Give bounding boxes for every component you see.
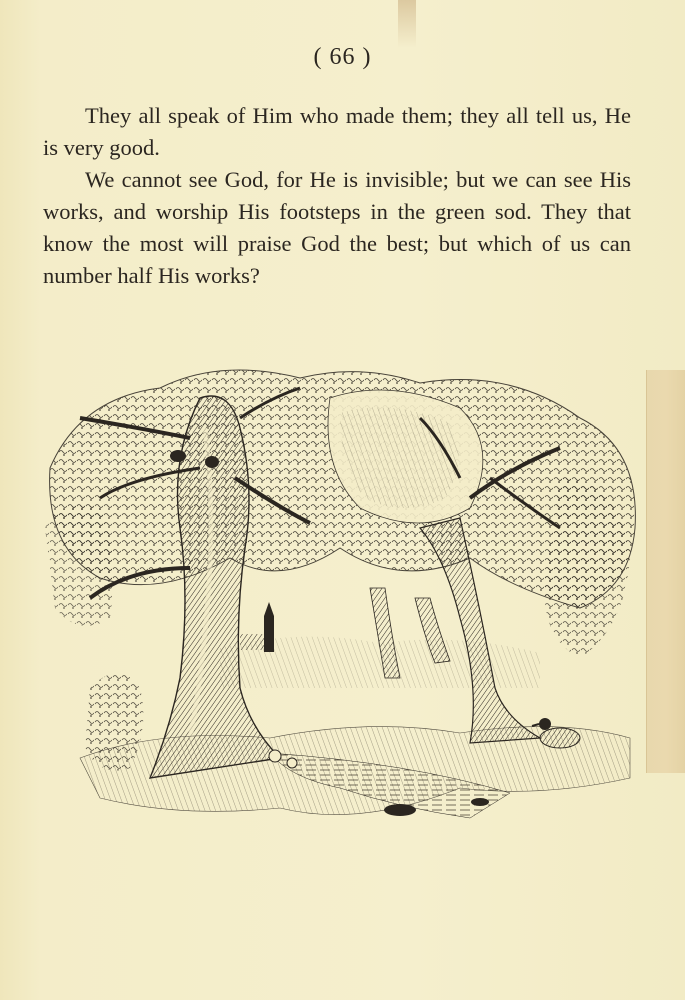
paragraph-2: We cannot see God, for He is invisible; but we can see His works, and worship His footsteps in the green sod. They that know the most will praise God the best; but which of us can number half His works? [43, 167, 631, 288]
stone-icon [471, 798, 489, 806]
ground-and-stream [80, 673, 630, 818]
flower-icon [269, 750, 281, 762]
squirrel-icon [170, 450, 186, 462]
squirrel-icon [205, 456, 219, 468]
flower-icon [287, 758, 297, 768]
stone-icon [384, 804, 416, 816]
canopy [45, 370, 635, 658]
body-text [43, 100, 631, 292]
page-number: ( 66 ) [313, 44, 372, 70]
page-edge-strip [646, 370, 685, 773]
woodland-illustration [40, 358, 640, 838]
church-tower-icon [264, 616, 274, 652]
paragraph-1: They all speak of Him who made them; they all tell us, He is very good. [43, 103, 631, 160]
paper-stain [398, 0, 416, 48]
